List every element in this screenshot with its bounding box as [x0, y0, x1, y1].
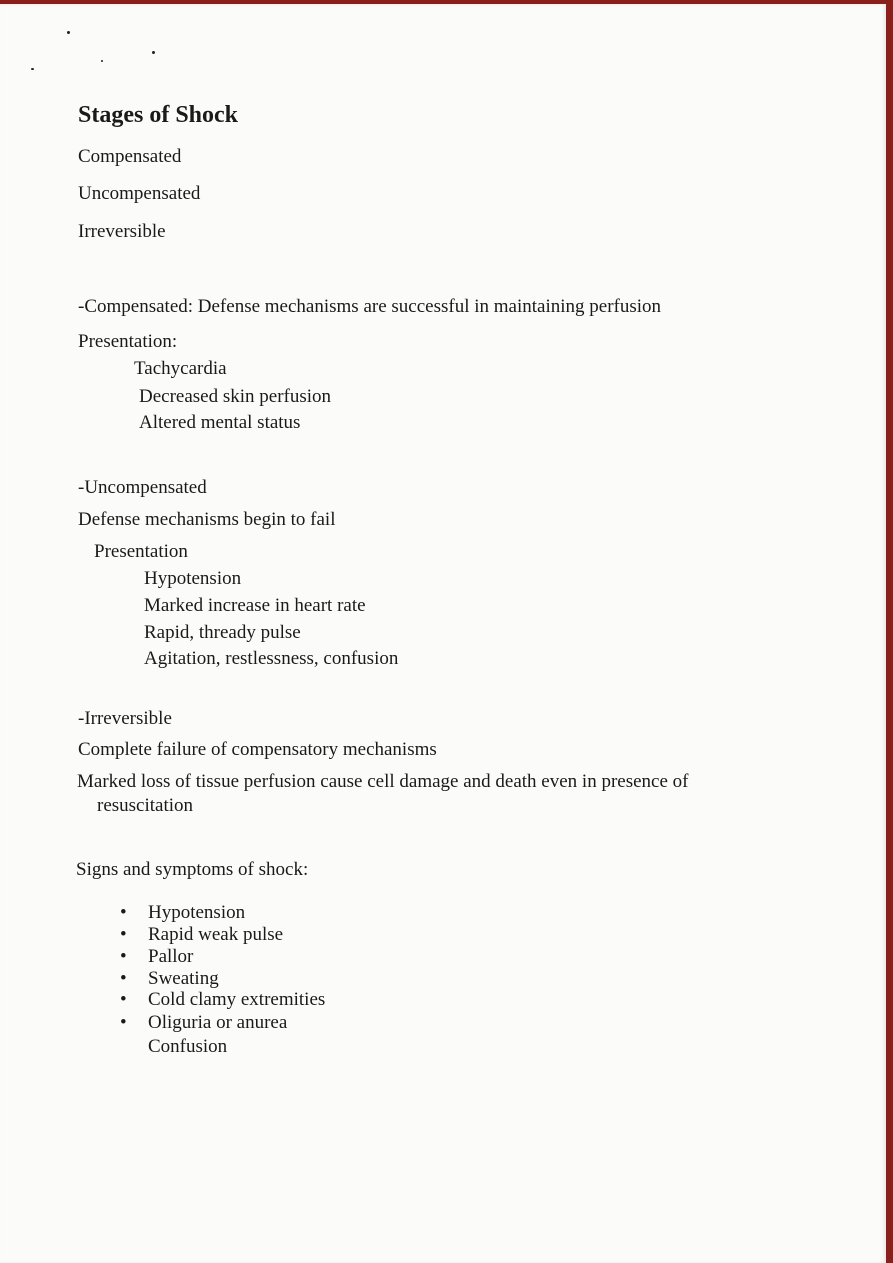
- uncompensated-item: Agitation, restlessness, confusion: [144, 648, 399, 669]
- signs-item: Confusion: [148, 1036, 228, 1057]
- stage-item: Compensated: [78, 146, 182, 167]
- signs-item: Oliguria or anurea: [148, 1012, 288, 1033]
- uncompensated-presentation-label: Presentation: [94, 541, 188, 562]
- uncompensated-item: Hypotension: [144, 568, 242, 589]
- signs-item: Pallor: [148, 946, 194, 967]
- bullet-icon: •: [120, 1012, 127, 1033]
- compensated-item: Altered mental status: [139, 412, 301, 433]
- bullet-icon: •: [120, 968, 127, 989]
- irreversible-heading: -Irreversible: [78, 708, 172, 729]
- signs-item: Cold clamy extremities: [148, 989, 326, 1010]
- scan-speck: [31, 68, 34, 70]
- compensated-presentation-label: Presentation:: [78, 331, 178, 352]
- uncompensated-item: Rapid, thready pulse: [144, 622, 301, 643]
- bullet-icon: •: [120, 902, 127, 923]
- scan-speck: [67, 31, 70, 34]
- signs-heading: Signs and symptoms of shock:: [76, 859, 309, 880]
- uncompensated-item: Marked increase in heart rate: [144, 595, 366, 616]
- bullet-icon: •: [120, 946, 127, 967]
- stage-item: Irreversible: [78, 221, 166, 242]
- compensated-item: Decreased skin perfusion: [139, 386, 332, 407]
- compensated-item: Tachycardia: [134, 358, 227, 379]
- signs-item: Rapid weak pulse: [148, 924, 284, 945]
- signs-item: Hypotension: [148, 902, 246, 923]
- document-page: [0, 4, 886, 1263]
- bullet-icon: •: [120, 924, 127, 945]
- signs-item: Sweating: [148, 968, 219, 989]
- irreversible-line: resuscitation: [97, 795, 194, 816]
- irreversible-line: Marked loss of tissue perfusion cause cell damage and death even in presence of: [77, 771, 689, 792]
- bullet-icon: •: [120, 989, 127, 1010]
- uncompensated-heading: -Uncompensated: [78, 477, 207, 498]
- irreversible-line: Complete failure of compensatory mechanisms: [78, 739, 437, 760]
- scan-speck: [152, 51, 155, 54]
- stage-item: Uncompensated: [78, 183, 201, 204]
- scan-speck: [101, 60, 103, 62]
- compensated-heading: -Compensated: Defense mechanisms are successful in maintaining perfusion: [78, 296, 662, 317]
- uncompensated-description: Defense mechanisms begin to fail: [78, 509, 336, 530]
- page-title: Stages of Shock: [78, 102, 239, 128]
